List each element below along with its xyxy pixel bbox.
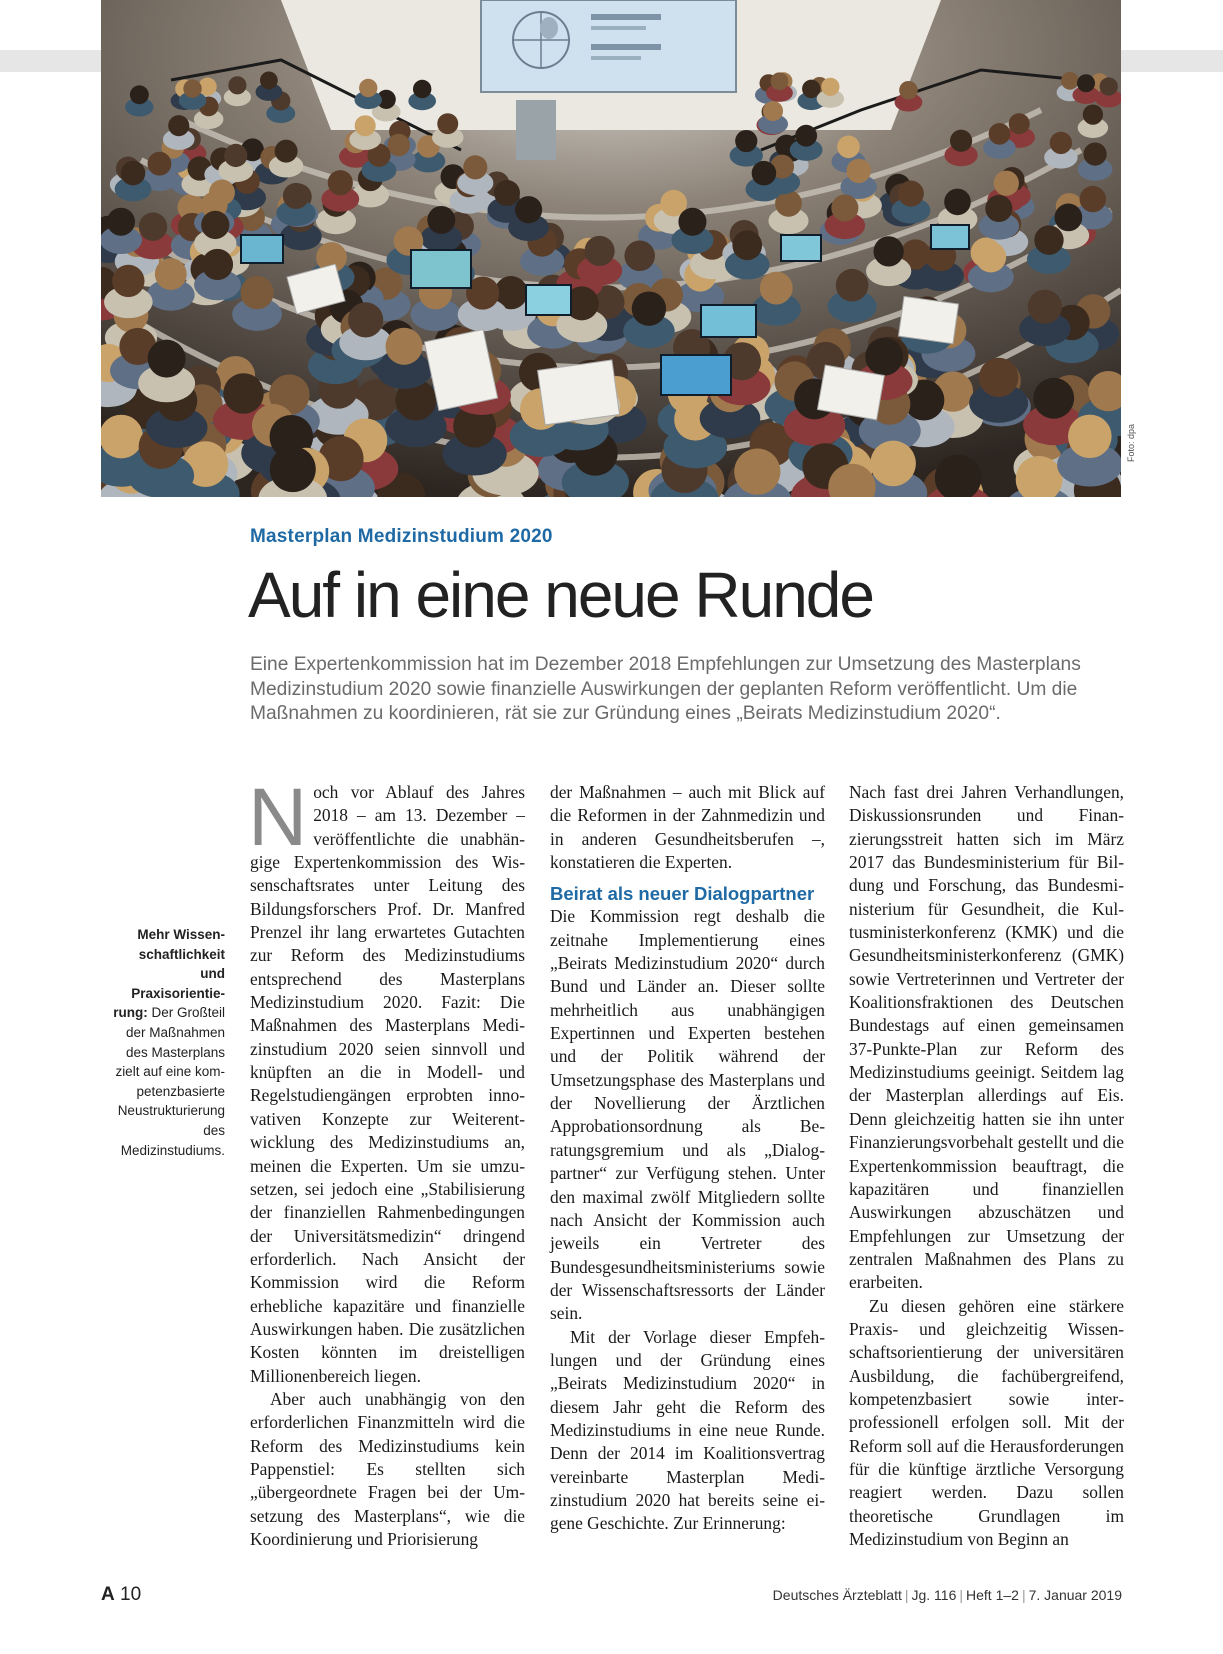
article-lead: Eine Expertenkommission hat im Dezember 2018 Empfehlungen zur Umsetzung des Masterplans Medizinstudium 2020 sowie finanzielle Auswirkungen der geplanten Reform veröffentlicht. Um die Maßnahmen zu koordinieren, rät sie zur Gründung eines „Beirats Medizinstudium 2020“. xyxy=(250,654,1081,724)
caption-text: Der Großteil der Maßnahmen des Masterplans zielt auf eine kompetenzbasierte Neustrukturierung des Medizinstudiums. xyxy=(115,1005,225,1158)
paragraph: der Maßnahmen – auch mit Blick auf die Reformen in der Zahnmedizin und in anderen Gesundheitsberufen –, konstatieren die Experten. xyxy=(550,782,825,873)
paragraph: Nach fast drei Jahren Verhandlungen, Diskussionsrunden und Finanzierungsstreit hatten sich im März 2017 das Bundesministerium für Bildung und Forschung, das Bundesministerium für Gesundheit, die Kultusministerkonferenz (KMK) und die Gesundheitsministerkonferenz (GMK) sowie Vertreterinnen und Vertreter der Koalitionsfraktionen des Deutschen Bundestags auf einen gemeinsamen 37-Punkte-Plan zur Reform des Medizinstudiums geeinigt. Seitdem lag der Masterplan allerdings auf Eis. Denn gleichzeitig hatten sie ihn unter Finanzierungsvorbehalt gestellt und die Expertenkommission beauftragt, die kapazitären und finanziellen Auswirkungen abzuschätzen und Empfehlungen zur Umsetzung der zentralen Maßnahmen des Plans zu erarbeiten. xyxy=(849,782,1124,1293)
issue-date: 7. Januar 2019 xyxy=(1028,1587,1122,1603)
paragraph: Mit der Vorlage dieser Empfehlungen und der Gründung eines „Beirats Medizinstudium 2020“ in diesem Jahr geht die Reform des Medizinstudiums in eine neue Runde. Denn der 2014 im Koalitionsvertrag vereinbarte Masterplan Medizinstudium 2020 hat bereits seine eigene Geschichte. Zur Erinnerung: xyxy=(550,1326,825,1534)
text-column-1 xyxy=(248,772,525,1551)
dropcap: N xyxy=(248,772,308,863)
subheading: Beirat als neuer Dialogpartner xyxy=(550,883,815,905)
journal-name: Deutsches Ärzteblatt xyxy=(772,1587,902,1603)
paragraph: Zu diesen gehören eine stärkere Praxis- und gleichzeitig Wissenschaftsorientierung der universitären Ausbildung, die fachübergreifend, kompetenzbasiert sowie interprofessionell erfolgen soll. Mit der Reform soll auf die Herausforderungen für die künftige ärztliche Versorgung reagiert werden. Dazu sollen theoretische Grundlagen im Medizinstudium von Beginn an xyxy=(849,1295,1124,1549)
paragraph: Die Kommission regt deshalb die zeitnahe Implementierung eines „Beirats Medizinstudium 2020“ durch Bund und Länder an. Dieser sollte mehrheitlich aus unabhängigen Expertinnen und Experten bestehen und der Politik während der Umsetzungsphase des Masterplans und der Novellierung der Ärztlichen Approbationsordnung als Beratungsgremium und als „Dialogpartner“ zur Verfügung stehen. Unter den maximal zwölf Mitgliedern sollte nach Ansicht der Kommission auch jeweils ein Vertreter des Bundesgesundheitsministeriums sowie der Wissenschaftsressorts der Länder sein. xyxy=(550,906,825,1324)
photo-caption xyxy=(112,925,225,1160)
volume: Jg. 116 xyxy=(911,1587,957,1603)
footer-citation: Deutsches Ärzteblatt | Jg. 116 | Heft 1–2 | 7. Januar 2019 xyxy=(772,1587,1122,1603)
caption-bold: Mehr Wissenschaftlichkeit und Praxisorientierung: xyxy=(113,927,225,1021)
lecture-hall-photo xyxy=(101,0,1121,497)
text-column-3 xyxy=(849,781,1124,1551)
text-column-2 xyxy=(550,781,825,1536)
article-kicker: Masterplan Medizinstudium 2020 xyxy=(250,526,553,547)
page-number-value: 10 xyxy=(120,1584,142,1605)
page-prefix: A xyxy=(101,1584,115,1605)
paragraph: och vor Ablauf des Jahres 2018 – am 13. Dezember – veröffentlichte die unabhängige Expertenkommission des Wissenschaftsrates unter Leitung des Bildungsforschers Prof. Dr. Manfred Prenzel ihr lang erwartetes Gutachten zur Reform des Medizinstudiums entsprechend des Masterplans Medizinstudium 2020. Fazit: Die Maßnahmen des Masterplans Medizinstudium 2020 seien sinnvoll und knüpften an die in Modell- und Regelstudiengängen erprobten innovativen Konzepte zur Weiterentwicklung des Medizinstudiums an, meinen die Experten. Um sie umzusetzen, sei jedoch eine „Stabilisierung der finanziellen Rahmenbedingungen der Universitätsmedizin“ dringend erforderlich. Nach Ansicht der Kommission wird die Reform erhebliche kapazitäre und finanzielle Auswirkungen haben. Die zusätzlichen Kosten könnten im dreistelligen Millionenbereich liegen. xyxy=(250,782,525,1386)
paragraph: Aber auch unabhängig von den erforderlichen Finanzmitteln wird die Reform des Medizinstudiums kein Pappenstiel: Es stellten sich „übergeordnete Fragen bei der Umsetzung des Masterplans“, wie die Koordinierung und Priorisierung xyxy=(250,1388,525,1549)
page-number xyxy=(101,1584,141,1606)
top-band-left xyxy=(0,50,101,72)
issue: Heft 1–2 xyxy=(966,1587,1019,1603)
photo-credit: Foto: dpa xyxy=(1126,423,1136,462)
article-headline: Auf in eine neue Runde xyxy=(248,559,873,631)
top-band-right xyxy=(1121,50,1223,72)
